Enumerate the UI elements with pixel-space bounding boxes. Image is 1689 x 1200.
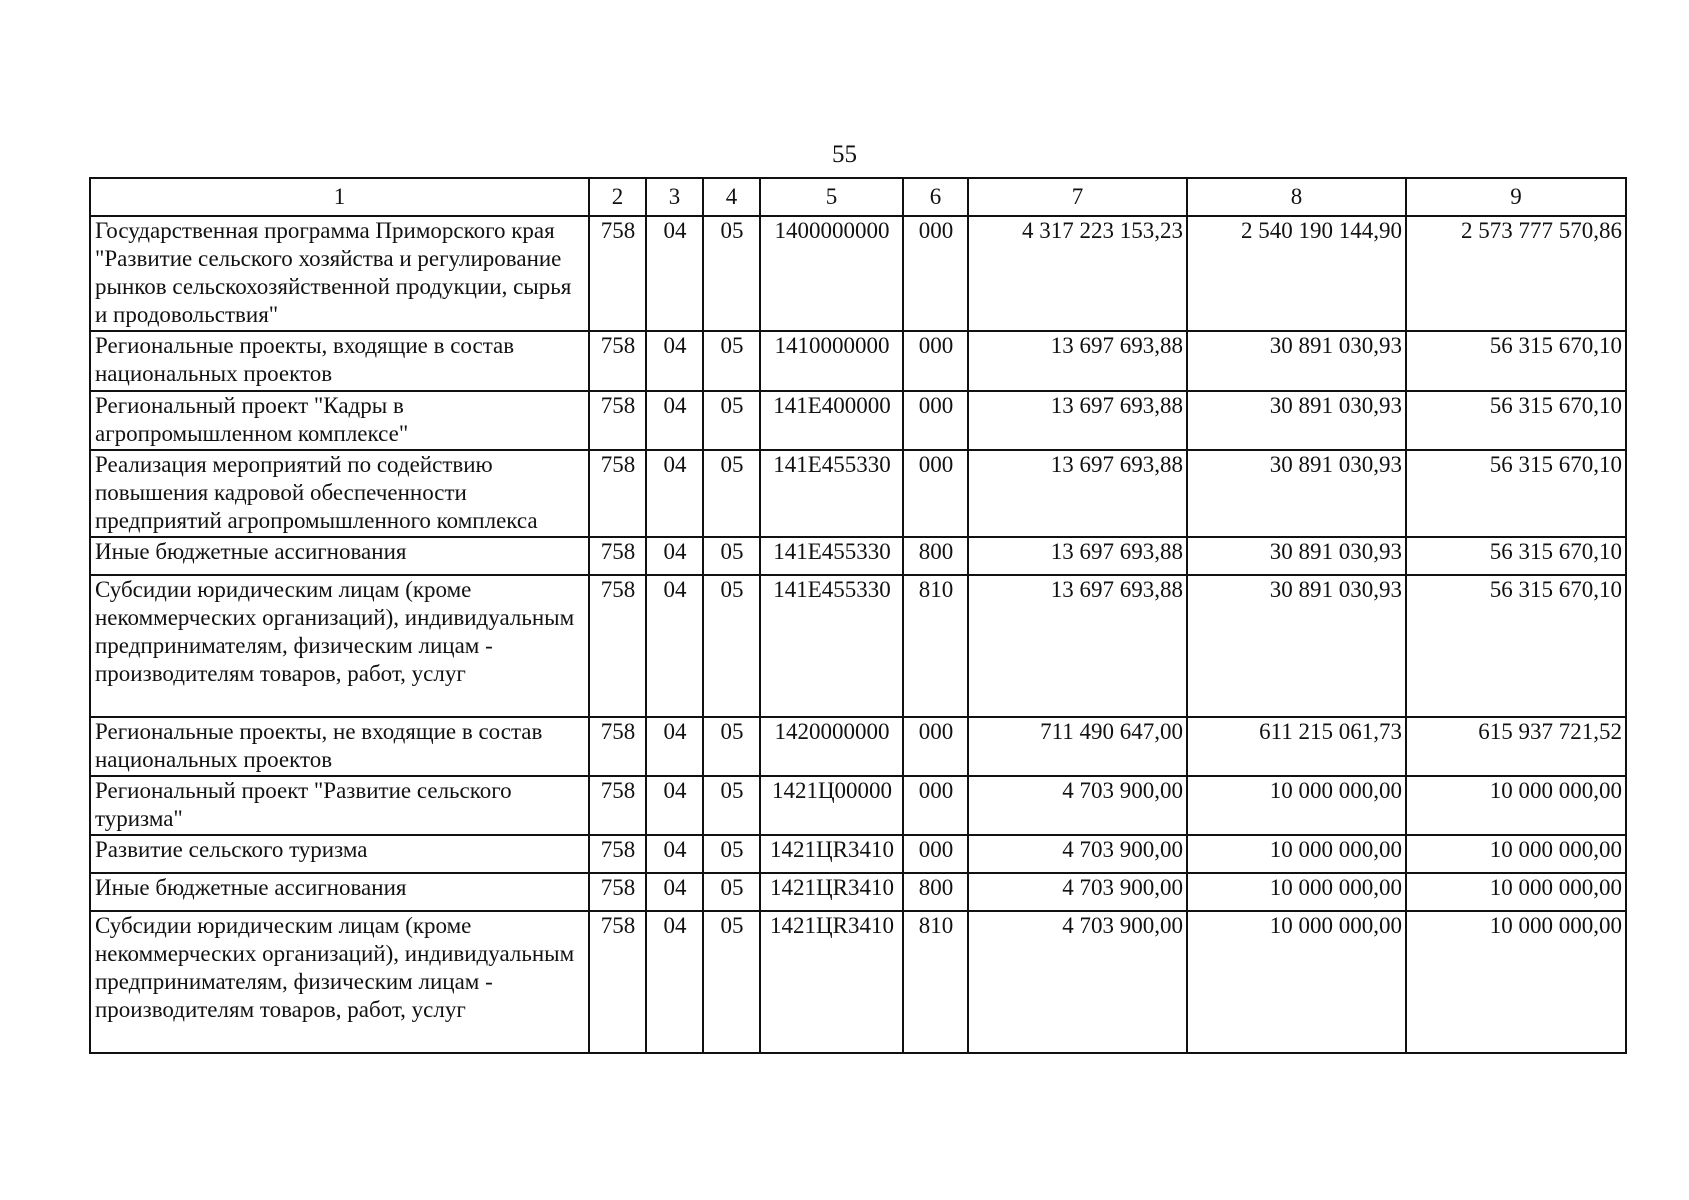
cell-col9: 10 000 000,00 bbox=[1406, 911, 1626, 1053]
column-header: 6 bbox=[903, 178, 968, 216]
cell-col4: 05 bbox=[703, 835, 760, 873]
cell-col2: 758 bbox=[589, 331, 646, 391]
cell-col9: 56 315 670,10 bbox=[1406, 575, 1626, 717]
cell-col9: 56 315 670,10 bbox=[1406, 537, 1626, 575]
cell-col8: 2 540 190 144,90 bbox=[1187, 216, 1406, 331]
cell-col6: 000 bbox=[903, 717, 968, 776]
cell-col3: 04 bbox=[646, 450, 703, 537]
cell-col7: 13 697 693,88 bbox=[968, 575, 1187, 717]
cell-col4: 05 bbox=[703, 391, 760, 450]
cell-col8: 611 215 061,73 bbox=[1187, 717, 1406, 776]
cell-col7: 4 703 900,00 bbox=[968, 873, 1187, 911]
cell-col5: 1421ЦR3410 bbox=[760, 873, 903, 911]
table-row bbox=[90, 835, 1626, 873]
cell-col4: 05 bbox=[703, 450, 760, 537]
cell-col2: 758 bbox=[589, 717, 646, 776]
header-row bbox=[90, 178, 1626, 216]
cell-col9: 56 315 670,10 bbox=[1406, 450, 1626, 537]
column-header: 8 bbox=[1187, 178, 1406, 216]
cell-col2: 758 bbox=[589, 835, 646, 873]
cell-col3: 04 bbox=[646, 776, 703, 835]
cell-col3: 04 bbox=[646, 873, 703, 911]
cell-col9: 10 000 000,00 bbox=[1406, 873, 1626, 911]
cell-col8: 30 891 030,93 bbox=[1187, 331, 1406, 391]
cell-col6: 000 bbox=[903, 776, 968, 835]
column-header: 1 bbox=[90, 178, 589, 216]
column-header: 5 bbox=[760, 178, 903, 216]
cell-col5: 1400000000 bbox=[760, 216, 903, 331]
cell-col9: 56 315 670,10 bbox=[1406, 391, 1626, 450]
cell-col5: 141E455330 bbox=[760, 537, 903, 575]
cell-col4: 05 bbox=[703, 216, 760, 331]
cell-col3: 04 bbox=[646, 835, 703, 873]
cell-col6: 810 bbox=[903, 575, 968, 717]
cell-col5: 1410000000 bbox=[760, 331, 903, 391]
cell-col2: 758 bbox=[589, 216, 646, 331]
table-row bbox=[90, 216, 1626, 331]
cell-col7: 711 490 647,00 bbox=[968, 717, 1187, 776]
cell-col4: 05 bbox=[703, 717, 760, 776]
cell-col7: 4 703 900,00 bbox=[968, 911, 1187, 1053]
cell-col3: 04 bbox=[646, 717, 703, 776]
cell-col7: 13 697 693,88 bbox=[968, 391, 1187, 450]
cell-col6: 800 bbox=[903, 537, 968, 575]
cell-col5: 1421ЦR3410 bbox=[760, 911, 903, 1053]
budget-table bbox=[89, 177, 1627, 1054]
cell-col5: 1421ЦR3410 bbox=[760, 835, 903, 873]
table-row bbox=[90, 450, 1626, 537]
cell-col8: 30 891 030,93 bbox=[1187, 391, 1406, 450]
row-name: Региональный проект "Кадры в агропромышленном комплексе" bbox=[90, 391, 589, 450]
table-row bbox=[90, 776, 1626, 835]
row-name: Субсидии юридическим лицам (кроме некоммерческих организаций), индивидуальным предпринимателям, физическим лицам - производителям товаров, работ, услуг bbox=[90, 911, 589, 1053]
cell-col4: 05 bbox=[703, 873, 760, 911]
table-row bbox=[90, 391, 1626, 450]
cell-col4: 05 bbox=[703, 911, 760, 1053]
cell-col7: 13 697 693,88 bbox=[968, 331, 1187, 391]
table-row bbox=[90, 873, 1626, 911]
cell-col8: 30 891 030,93 bbox=[1187, 450, 1406, 537]
cell-col2: 758 bbox=[589, 911, 646, 1053]
cell-col4: 05 bbox=[703, 331, 760, 391]
cell-col7: 13 697 693,88 bbox=[968, 537, 1187, 575]
cell-col2: 758 bbox=[589, 450, 646, 537]
cell-col8: 10 000 000,00 bbox=[1187, 776, 1406, 835]
row-name: Региональные проекты, входящие в состав национальных проектов bbox=[90, 331, 589, 391]
cell-col9: 2 573 777 570,86 bbox=[1406, 216, 1626, 331]
cell-col5: 141E455330 bbox=[760, 450, 903, 537]
row-name: Иные бюджетные ассигнования bbox=[90, 873, 589, 911]
cell-col3: 04 bbox=[646, 216, 703, 331]
cell-col9: 10 000 000,00 bbox=[1406, 776, 1626, 835]
table-row bbox=[90, 911, 1626, 1053]
cell-col4: 05 bbox=[703, 776, 760, 835]
column-header: 9 bbox=[1406, 178, 1626, 216]
cell-col9: 615 937 721,52 bbox=[1406, 717, 1626, 776]
cell-col3: 04 bbox=[646, 911, 703, 1053]
column-header: 4 bbox=[703, 178, 760, 216]
cell-col6: 800 bbox=[903, 873, 968, 911]
table-row bbox=[90, 537, 1626, 575]
cell-col3: 04 bbox=[646, 575, 703, 717]
column-header: 7 bbox=[968, 178, 1187, 216]
cell-col6: 810 bbox=[903, 911, 968, 1053]
column-header: 3 bbox=[646, 178, 703, 216]
cell-col8: 10 000 000,00 bbox=[1187, 835, 1406, 873]
table-row bbox=[90, 575, 1626, 717]
cell-col3: 04 bbox=[646, 391, 703, 450]
row-name: Государственная программа Приморского края "Развитие сельского хозяйства и регулирование рынков сельскохозяйственной продукции, сырья и продовольствия" bbox=[90, 216, 589, 331]
cell-col8: 10 000 000,00 bbox=[1187, 911, 1406, 1053]
cell-col6: 000 bbox=[903, 216, 968, 331]
cell-col2: 758 bbox=[589, 873, 646, 911]
cell-col3: 04 bbox=[646, 331, 703, 391]
column-header: 2 bbox=[589, 178, 646, 216]
table-row bbox=[90, 717, 1626, 776]
cell-col4: 05 bbox=[703, 537, 760, 575]
cell-col5: 1420000000 bbox=[760, 717, 903, 776]
cell-col6: 000 bbox=[903, 391, 968, 450]
cell-col5: 141E455330 bbox=[760, 575, 903, 717]
row-name: Иные бюджетные ассигнования bbox=[90, 537, 589, 575]
cell-col2: 758 bbox=[589, 776, 646, 835]
cell-col7: 4 703 900,00 bbox=[968, 835, 1187, 873]
cell-col8: 30 891 030,93 bbox=[1187, 537, 1406, 575]
cell-col3: 04 bbox=[646, 537, 703, 575]
cell-col7: 13 697 693,88 bbox=[968, 450, 1187, 537]
cell-col9: 56 315 670,10 bbox=[1406, 331, 1626, 391]
cell-col2: 758 bbox=[589, 575, 646, 717]
cell-col5: 141E400000 bbox=[760, 391, 903, 450]
cell-col2: 758 bbox=[589, 537, 646, 575]
row-name: Региональный проект "Развитие сельского туризма" bbox=[90, 776, 589, 835]
row-name: Региональные проекты, не входящие в состав национальных проектов bbox=[90, 717, 589, 776]
row-name: Реализация мероприятий по содействию повышения кадровой обеспеченности предприятий агропромышленного комплекса bbox=[90, 450, 589, 537]
cell-col9: 10 000 000,00 bbox=[1406, 835, 1626, 873]
cell-col6: 000 bbox=[903, 450, 968, 537]
cell-col8: 10 000 000,00 bbox=[1187, 873, 1406, 911]
row-name: Субсидии юридическим лицам (кроме некоммерческих организаций), индивидуальным предпринимателям, физическим лицам - производителям товаров, работ, услуг bbox=[90, 575, 589, 717]
cell-col8: 30 891 030,93 bbox=[1187, 575, 1406, 717]
page-number: 55 bbox=[832, 141, 857, 168]
table-row bbox=[90, 331, 1626, 391]
cell-col4: 05 bbox=[703, 575, 760, 717]
cell-col7: 4 317 223 153,23 bbox=[968, 216, 1187, 331]
cell-col5: 1421Ц00000 bbox=[760, 776, 903, 835]
cell-col2: 758 bbox=[589, 391, 646, 450]
cell-col6: 000 bbox=[903, 331, 968, 391]
cell-col6: 000 bbox=[903, 835, 968, 873]
row-name: Развитие сельского туризма bbox=[90, 835, 589, 873]
cell-col7: 4 703 900,00 bbox=[968, 776, 1187, 835]
